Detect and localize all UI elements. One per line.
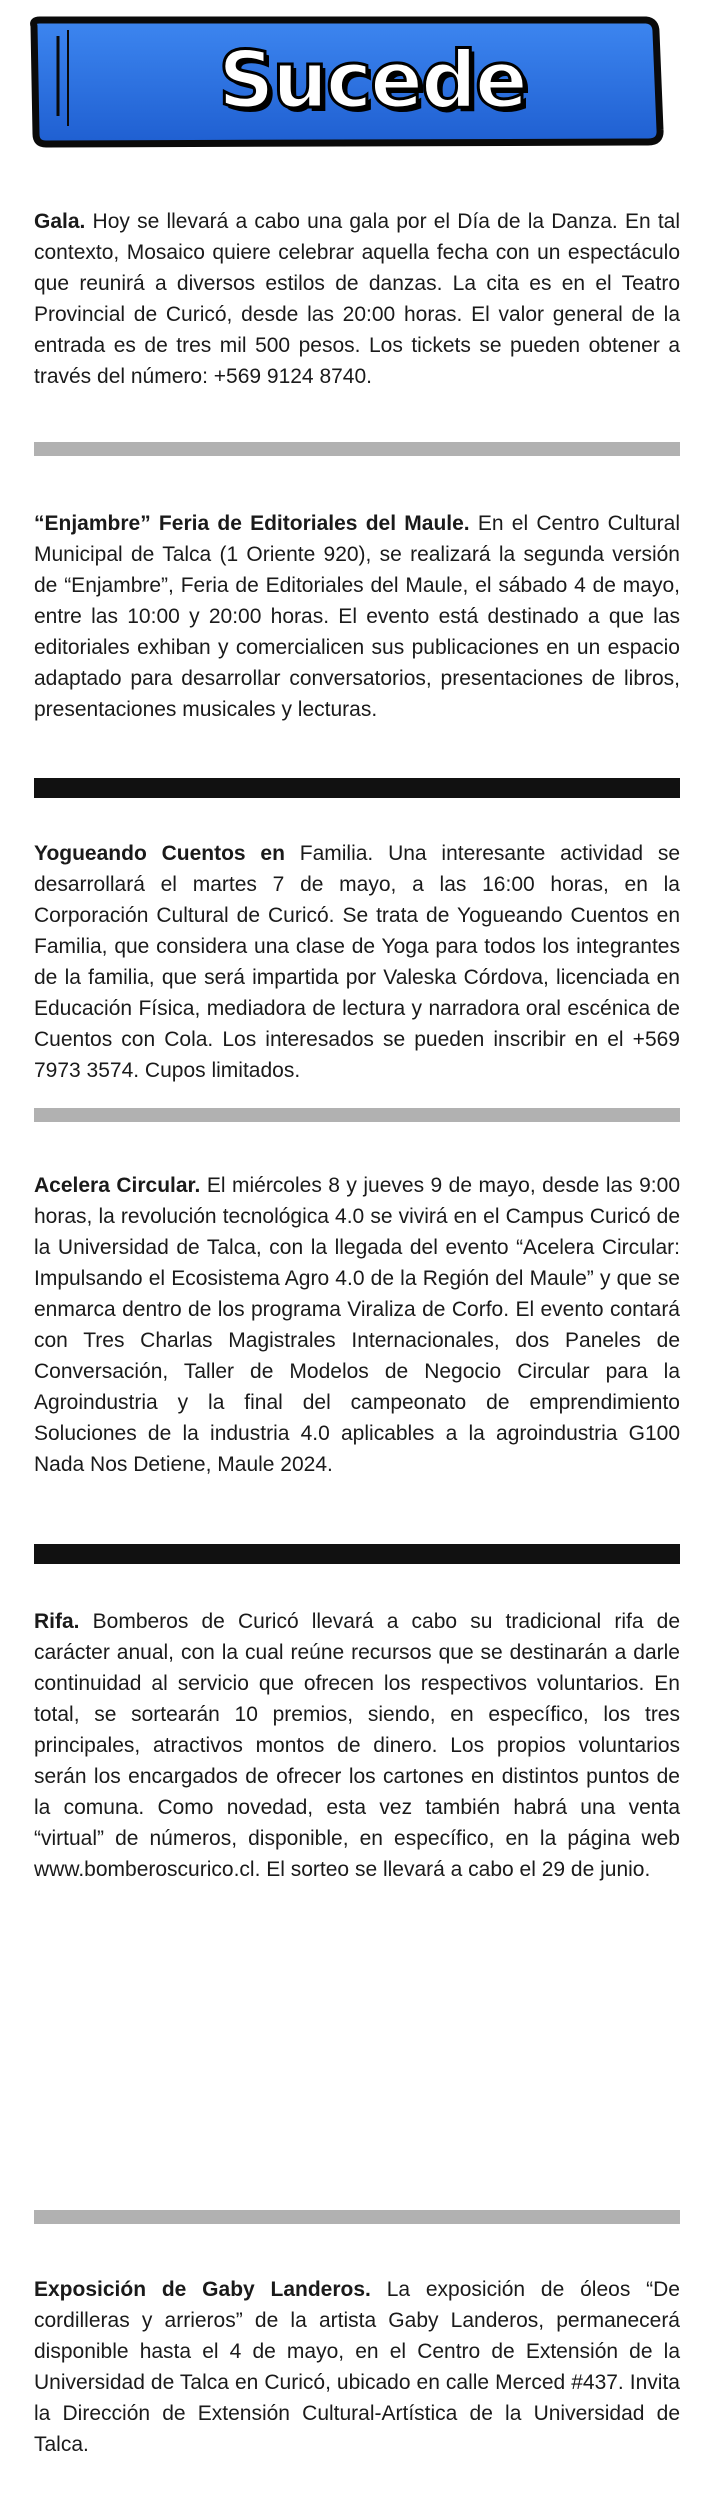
article-body: El miércoles 8 y jueves 9 de mayo, desde las 9:00 horas, la revolución tecnológica 4.0 se vivirá en el Campus Curicó de la Universidad de Talca, con la llegada del evento “Acelera Circular: Impulsando el Ecosistema Agro 4.0 de la Región del Maule” y que se enmarca dentro de los programa Viraliza de Corfo. El evento contará con Tres Charlas Magistrales Internacionales, dos Paneles de Conversación, Taller de Modelos de Negocio Circular para la Agroindustria y la final del campeonato de emprendimiento Soluciones de la industria 4.0 aplicables a la agroindustria G100 Nada Nos Detiene, Maule 2024. xyxy=(34,1174,680,1476)
separator-gray xyxy=(34,442,680,456)
article-acelera xyxy=(34,1170,680,1480)
article-exposicion xyxy=(34,2274,680,2460)
article-rifa xyxy=(34,1606,680,1885)
article-gala xyxy=(34,206,680,392)
article-yogueando xyxy=(34,838,680,1086)
article-body: Bomberos de Curicó llevará a cabo su tradicional rifa de carácter anual, con la cual reúne recursos que se destinarán a darle continuidad al servicio que ofrecen los respectivos voluntarios. En total, se sortearán 10 premios, siendo, en específico, los tres principales, atractivos montos de dinero. Los propios voluntarios serán los encargados de ofrecer los cartones en distintos puntos de la comuna. Como novedad, esta vez también habrá una venta “virtual” de números, disponible, en específico, en la página web www.bomberoscurico.cl. El sorteo se llevará a cabo el 29 de junio. xyxy=(34,1610,680,1881)
article-enjambre xyxy=(34,508,680,725)
article-lead: Exposición de Gaby Landeros. xyxy=(34,2278,371,2301)
article-body: En el Centro Cultural Municipal de Talca (1 Oriente 920), se realizará la segunda versión de “Enjambre”, Feria de Editoriales del Maule, el sábado 4 de mayo, entre las 10:00 y 20:00 horas. El evento está destinado a que las editoriales exhiban y comercialicen sus publicaciones en un espacio adaptado para desarrollar conversatorios, presentaciones de libros, presentaciones musicales y lecturas. xyxy=(34,512,680,721)
article-lead: “Enjambre” Feria de Editoriales del Maule. xyxy=(34,512,470,535)
article-lead: Gala. xyxy=(34,210,86,233)
article-lead: Yogueando Cuentos en xyxy=(34,842,285,865)
article-lead: Acelera Circular. xyxy=(34,1174,201,1197)
article-lead: Rifa. xyxy=(34,1610,80,1633)
article-body: Hoy se llevará a cabo una gala por el Día de la Danza. En tal contexto, Mosaico quiere celebrar aquella fecha con un espectáculo que reunirá a diversos estilos de danzas. La cita es en el Teatro Provincial de Curicó, desde las 20:00 horas. El valor general de la entrada es de tres mil 500 pesos. Los tickets se pueden obtener a través del número: +569 9124 8740. xyxy=(34,210,680,388)
article-body: La exposición de óleos “De cordilleras y arrieros” de la artista Gaby Landeros, permanecerá disponible hasta el 4 de mayo, en el Centro de Extensión de la Universidad de Talca en Curicó, ubicado en calle Merced #437. Invita la Dirección de Extensión Cultural-Artística de la Universidad de Talca. xyxy=(34,2278,680,2456)
article-body: Familia. Una interesante actividad se desarrollará el martes 7 de mayo, a las 16:00 horas, en la Corporación Cultural de Curicó. Se trata de Yogueando Cuentos en Familia, que considera una clase de Yoga para todos los integrantes de la familia, que será impartida por Valeska Córdova, licenciada en Educación Física, mediadora de lectura y narradora oral escénica de Cuentos con Cola. Los interesados se pueden inscribir en el +569 7973 3574. Cupos limitados. xyxy=(34,842,681,1082)
separator-gray xyxy=(34,1108,680,1122)
section-title: Sucede xyxy=(218,36,526,126)
separator-black xyxy=(34,1544,680,1564)
separator-gray xyxy=(34,2210,680,2224)
separator-black xyxy=(34,778,680,798)
section-banner xyxy=(28,16,676,150)
